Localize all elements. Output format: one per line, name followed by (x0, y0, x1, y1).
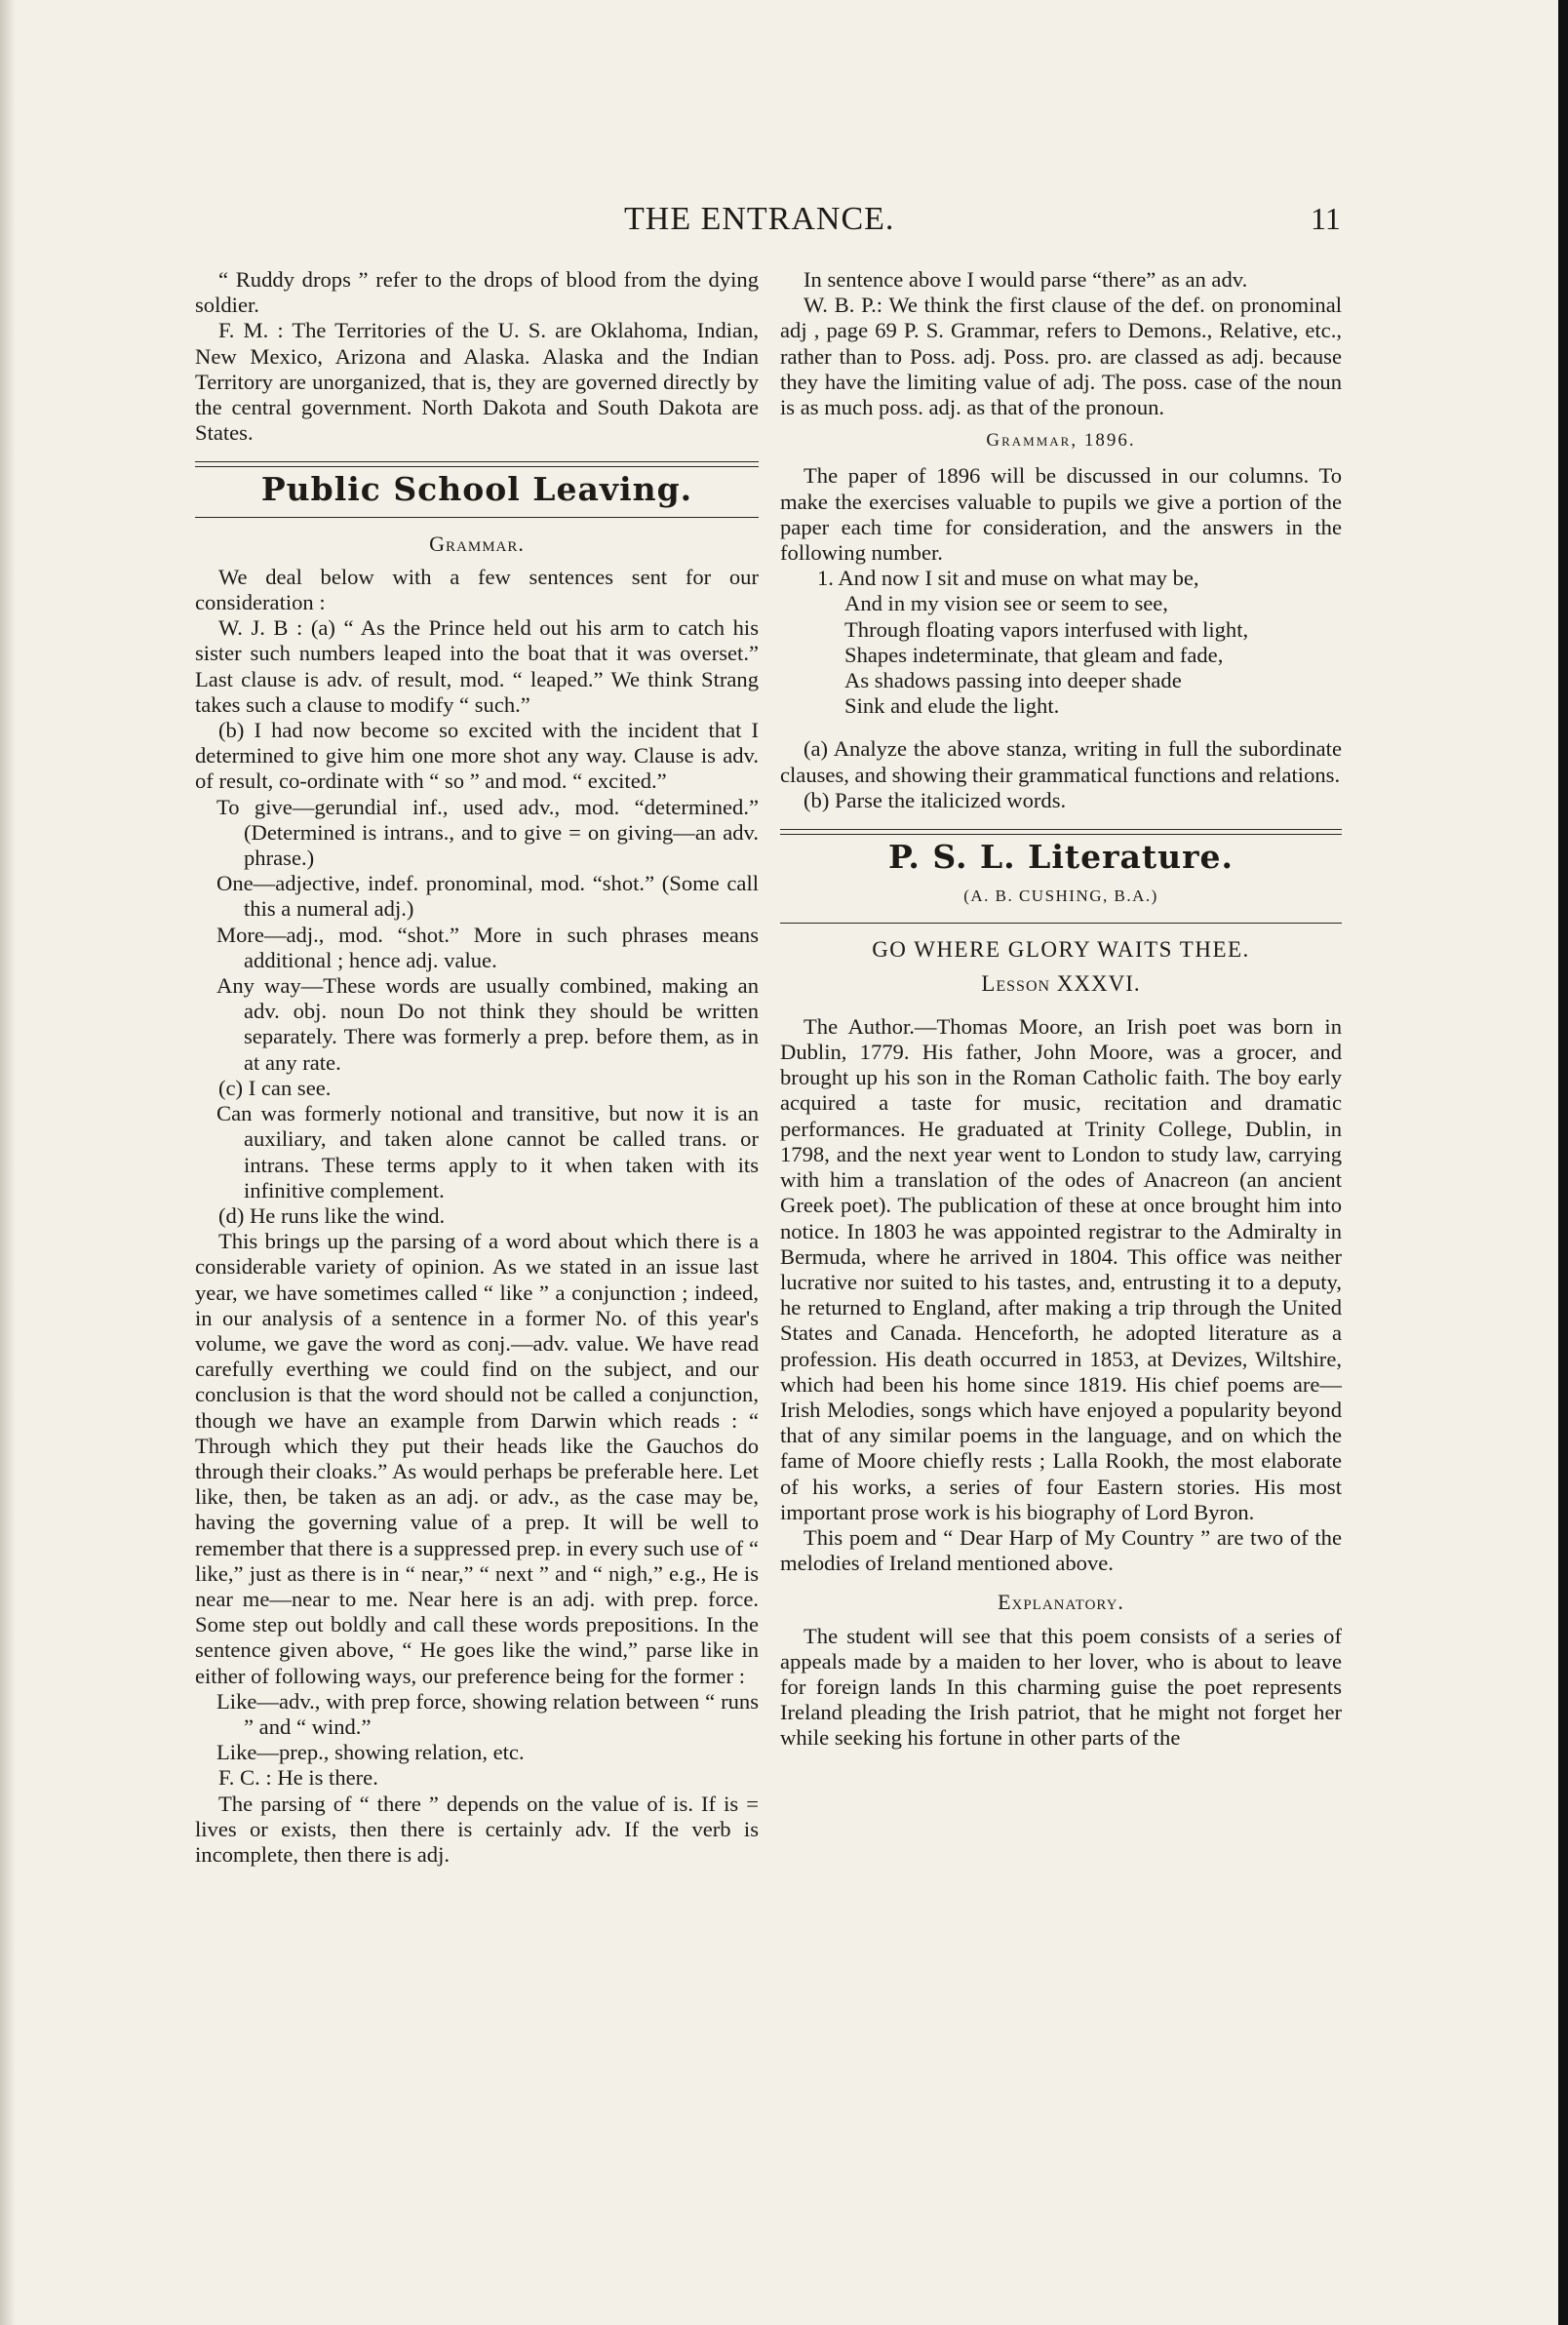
part-b-paragraph: (b) I had now become so excited with the incident that I determined to give him one more shot any way. Clause is adv. of result, co-ordinate with “ so ” and mod. “ excited.” (195, 718, 759, 794)
byline: (A. B. CUSHING, B.A.) (963, 887, 1158, 906)
part-c-paragraph: (c) I can see. (218, 1075, 332, 1100)
right-column (780, 267, 1342, 1752)
lesson-heading: Lesson XXXVI. (981, 970, 1141, 996)
part-d-paragraph: (d) He runs like the wind. (218, 1202, 446, 1228)
there-parsing-paragraph: The parsing of “ there ” depends on the value of is. If is = lives or exists, then there is certainly adv. If the verb is incomplete, then there is adj. (195, 1791, 759, 1867)
stanza-line: Through floating vapors interfused with light, (844, 616, 1249, 642)
wbp-paragraph: W. B. P.: We think the first clause of the def. on pronominal adj , page 69 P. S. Grammar, refers to Demons., Relative, etc., rather than to Poss. adj. Poss. pro. are classed as adj. because they have the limiting value of adj. The poss. case of the noun is as much poss. adj. as that of the pronoun. (780, 293, 1342, 420)
in-sentence-paragraph: In sentence above I would parse “there” as an adv. (804, 267, 1248, 292)
like-adverb-note: Like—adv., with prep force, showing relation between “ runs ” and “ wind.” (216, 1688, 759, 1739)
page-edge-left (0, 0, 16, 2325)
like-preposition-note: Like—prep., showing relation, etc. (216, 1740, 525, 1765)
ruddy-drops-paragraph: “ Ruddy drops ” refer to the drops of blood from the dying soldier. (195, 267, 759, 318)
paper-1896-paragraph: The paper of 1896 will be discussed in our columns. To make the exercises valuable to pupils we give a portion of the paper each time for consideration, and the answers in the following number. (780, 463, 1342, 566)
explanatory-heading: Explanatory. (998, 1590, 1124, 1615)
grammar-1896-heading: Grammar, 1896. (986, 430, 1136, 452)
question-a: (a) Analyze the above stanza, writing in full the subordinate clauses, and showing their grammatical functions and relations. (780, 736, 1342, 787)
left-column (195, 267, 759, 1868)
one-note: One—adjective, indef. pronominal, mod. “shot.” (Some call this a numeral adj.) (216, 871, 759, 922)
stanza-line: 1. And now I sit and muse on what may be, (817, 566, 1199, 591)
stanza-line: Shapes indeterminate, that gleam and fade, (844, 642, 1224, 667)
poem-title: GO WHERE GLORY WAITS THEE. (872, 937, 1250, 963)
like-discussion-paragraph: This brings up the parsing of a word about which there is a considerable variety of opinion. As we stated in an issue last year, we have sometimes called “ like ” a conjunction ; indeed, in our analysis of a sentence in a former No. of this year's volume, we gave the word as conj.—adv. value. We have read carefully everthing we could find on the subject, and our conclusion is that the word should not be called a conjunction, though we have an example from Darwin which reads : “ Through which they put their heads like the Gauchos do through their cloaks.” As would perhaps be preferable here. Let like, then, be taken as an adj. or adv., as the case may be, having the governing value of a prep. It will be well to remember that there is a suppressed prep. in every such use of “ like,” just as there is in “ near,” “ next ” and “ nigh,” e.g., He is near me—near to me. Near here is an adj. with prep. force. Some step out boldly and call these words prepositions. In the sentence given above, “ He goes like the wind,” parse like in either of following ways, our preference being for the former : (195, 1229, 759, 1688)
section-title-public-school-leaving: Public School Leaving. (260, 470, 693, 509)
to-give-note: To give—gerundial inf., used adv., mod. “determined.” (Determined is intrans., and to give = on giving—an adv. phrase.) (216, 794, 759, 871)
stanza-line: Sink and elude the light. (844, 693, 1060, 719)
question-b: (b) Parse the italicized words. (804, 787, 1067, 812)
wjb-a-paragraph: W. J. B : (a) “ As the Prince held out his arm to catch his sister such numbers leaped into the boat that it was overset.” Last clause is adv. of result, mod. “ leaped.” We think Strang takes such a clause to modify “ such.” (195, 615, 759, 717)
section-title-psl-literature: P. S. L. Literature. (888, 838, 1234, 877)
any-way-note: Any way—These words are usually combined, making an adv. obj. noun Do not think they should be written separately. There was formerly a prep. before them, as in at any rate. (216, 973, 759, 1075)
stanza-line: And in my vision see or seem to see, (844, 591, 1168, 616)
stanza-line: As shadows passing into deeper shade (844, 668, 1182, 693)
poem-note-paragraph: This poem and “ Dear Harp of My Country ” are two of the melodies of Ireland mentioned above. (780, 1524, 1342, 1576)
page-number: 11 (1311, 201, 1341, 236)
double-rule (780, 829, 1342, 835)
section-rule (780, 923, 1342, 924)
author-paragraph: The Author.—Thomas Moore, an Irish poet was born in Dublin, 1779. His father, John Moore, was a grocer, and brought up his son in the Roman Catholic faith. The boy early acquired a taste for music, recitation and dramatic performances. He graduated at Trinity College, Dublin, in 1798, and the next year went to London to study law, carrying with him a translation of the odes of Anacreon (an ancient Greek poet). The publication of these at once brought him into notice. In 1803 he was appointed registrar to the Admiralty in Bermuda, where he arrived in 1804. This office was neither lucrative nor suited to his tastes, and, entrusting it to a deputy, he returned to England, after making a trip through the United States and Canada. Henceforth, he adopted literature as a profession. His death occurred in 1853, at Devizes, Wiltshire, which had been his home since 1819. His chief poems are—Irish Melodies, songs which have enjoyed a popularity beyond that of any similar poems in the language, and on which the fame of Moore chiefly rests ; Lalla Rookh, the most elaborate of his works, a series of four Eastern stories. His most important prose work is his biography of Lord Byron. (780, 1013, 1342, 1524)
can-note: Can was formerly notional and transitive, but now it is an auxiliary, and taken alone cannot be called trans. or intrans. These terms apply to it when taken with its infinitive complement. (216, 1101, 759, 1202)
deal-paragraph: We deal below with a few sentences sent for our consideration : (195, 564, 759, 615)
fc-paragraph: F. C. : He is there. (218, 1765, 378, 1791)
grammar-heading: Grammar. (429, 531, 525, 556)
double-rule (195, 461, 759, 467)
page-edge-right (1558, 0, 1568, 2325)
stanza (817, 566, 1342, 719)
student-paragraph: The student will see that this poem consists of a series of appeals made by a maiden to her lover, who is about to leave for foreign lands In this charming guise the poet represents Ireland pleading the Irish patriot, that he might not forget her while seeking his fortune in other parts of the (780, 1623, 1342, 1751)
territories-paragraph: F. M. : The Territories of the U. S. are Oklahoma, Indian, New Mexico, Arizona and Alaska. Alaska and the Indian Territory are unorganized, that is, they are governed directly by the central government. North Dakota and South Dakota are States. (195, 318, 759, 446)
section-rule (195, 517, 759, 518)
running-head: THE ENTRANCE. (624, 201, 895, 237)
more-note: More—adj., mod. “shot.” More in such phrases means additional ; hence adj. value. (216, 922, 759, 972)
